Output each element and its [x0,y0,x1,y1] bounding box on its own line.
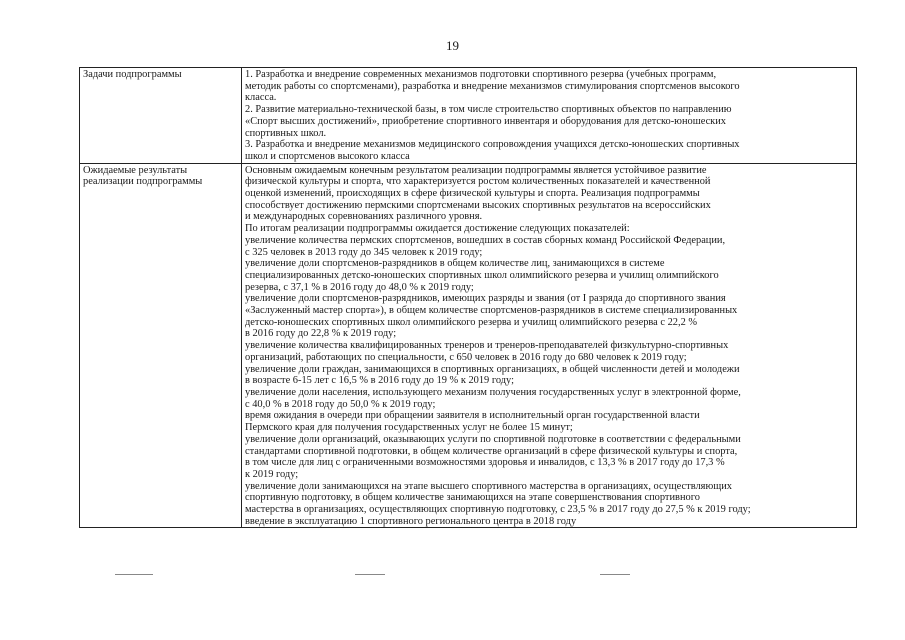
content-line: 2. Развитие материально-технической базы, в том числе строительство спортивных объектов по направлению [245,104,732,116]
content-line: «Заслуженный мастер спорта»), в общем количестве спортсменов-разрядников в системе специализированных [245,305,738,317]
content-line: По итогам реализации подпрограммы ожидается достижение следующих показателей: [245,223,630,235]
page-number: 19 [446,38,459,53]
content-line: физической культуры и спорта, что характеризуется ростом количественных показателей и качественной [245,176,711,188]
content-line: специализированных детско-юношеских спортивных школ олимпийского резерва и училищ олимпийского [245,269,719,281]
content-line: введение в эксплуатацию 1 спортивного регионального центра в 2018 году [245,515,577,527]
row-label-tasks [80,68,242,164]
content-line: спортивную подготовку, в общем количестве занимающихся на этапе совершенствования спортивного [245,492,700,504]
scan-mark [115,574,153,575]
content-line: детско-юношеских спортивных школ олимпийского резерва и училищ олимпийского резерва с 22,2 % [245,316,698,328]
content-line: мастерства в организациях, осуществляющих спортивную подготовку, с 23,5 % в 2017 году до 27,5 % к 2019 году; [245,504,751,516]
content-line: увеличение доли населения, использующего механизм получения государственных услуг в электронной форме, [245,386,741,398]
label-line: Задачи подпрограммы [83,69,182,80]
content-line: и международных соревнованиях различного уровня. [245,211,483,223]
content-line: 1. Разработка и внедрение современных механизмов подготовки спортивного резерва (учебных программ, [245,69,717,80]
content-line: спортивных школ. [245,127,327,139]
content-line: в 2016 году до 22,8 % к 2019 году; [245,328,397,340]
content-line: школ и спортсменов высокого класса [245,150,410,162]
content-line: организаций, работающих по специальности, с 650 человек в 2016 году до 680 человек к 2019 году; [245,351,687,363]
row-content-tasks [242,68,857,164]
scan-edge-marks [0,574,905,576]
content-line: «Спорт высших достижений», приобретение спортивного инвентаря и оборудования для детско-юношеских [245,115,726,127]
content-line: Пермского края для получения государственных услуг не более 15 минут; [245,422,573,434]
subprogram-passport-table [79,67,857,528]
content-line: увеличение доли спортсменов-разрядников, имеющих разряды и звания (от I разряда до спортивного звания [245,293,726,305]
content-line: с 325 человек в 2013 году до 345 человек к 2019 году; [245,246,483,258]
table-row-tasks [80,68,857,164]
table-row-expected-results [80,163,857,528]
scan-mark [600,574,630,575]
content-line: Основным ожидаемым конечным результатом реализации подпрограммы является устойчивое развитие [245,164,707,176]
content-line: методик работы со спортсменами), разработка и внедрение механизмов стимулирования спортсменов высокого [245,80,740,92]
content-line: к 2019 году; [245,468,299,480]
row-label-expected-results [80,163,242,528]
content-line: увеличение доли граждан, занимающихся в спортивных организациях, в общей численности детей и молодежи [245,363,740,375]
content-line: увеличение доли занимающихся на этапе высшего спортивного мастерства в организациях, осуществляющих [245,480,732,492]
content-line: увеличение количества пермских спортсменов, вошедших в состав сборных команд Российской Федерации, [245,234,726,246]
content-line: оценкой изменений, происходящих в сфере физической культуры и спорта. Реализация подпрограммы [245,188,700,200]
content-line: класса. [245,92,277,104]
content-line: стандартами спортивной подготовки, в общем количестве организаций в сфере физической культуры и спорта, [245,445,738,457]
label-line: реализации подпрограммы [83,176,203,188]
content-line: увеличение доли спортсменов-разрядников в общем количестве лиц, занимающихся в системе [245,258,665,270]
content-line: в возрасте 6-15 лет с 16,5 % в 2016 году до 19 % к 2019 году; [245,375,514,387]
content-line: увеличение количества квалифицированных тренеров и тренеров-преподавателей физкультурно-спортивных [245,340,729,352]
content-line: время ожидания в очереди при обращении заявителя в исполнительный орган государственной власти [245,410,700,422]
content-line: 3. Разработка и внедрение механизмов медицинского сопровождения учащихся детско-юношеских спортивных [245,139,740,151]
row-content-expected-results [242,163,857,528]
label-line: Ожидаемые результаты [83,164,188,176]
content-line: в том числе для лиц с ограниченными возможностями здоровья и инвалидов, с 13,3 % в 2017 году до 17,3 % [245,457,725,469]
content-line: с 40,0 % в 2018 году до 50,0 % к 2019 году; [245,398,436,410]
content-line: резерва, с 37,1 % в 2016 году до 48,0 % к 2019 году; [245,281,474,293]
scan-mark [355,574,385,575]
content-line: увеличение доли организаций, оказывающих услуги по спортивной подготовке в соответствии с федеральными [245,433,741,445]
content-line: способствует достижению пермскими спортсменами высоких спортивных результатов на всероссийских [245,199,711,211]
